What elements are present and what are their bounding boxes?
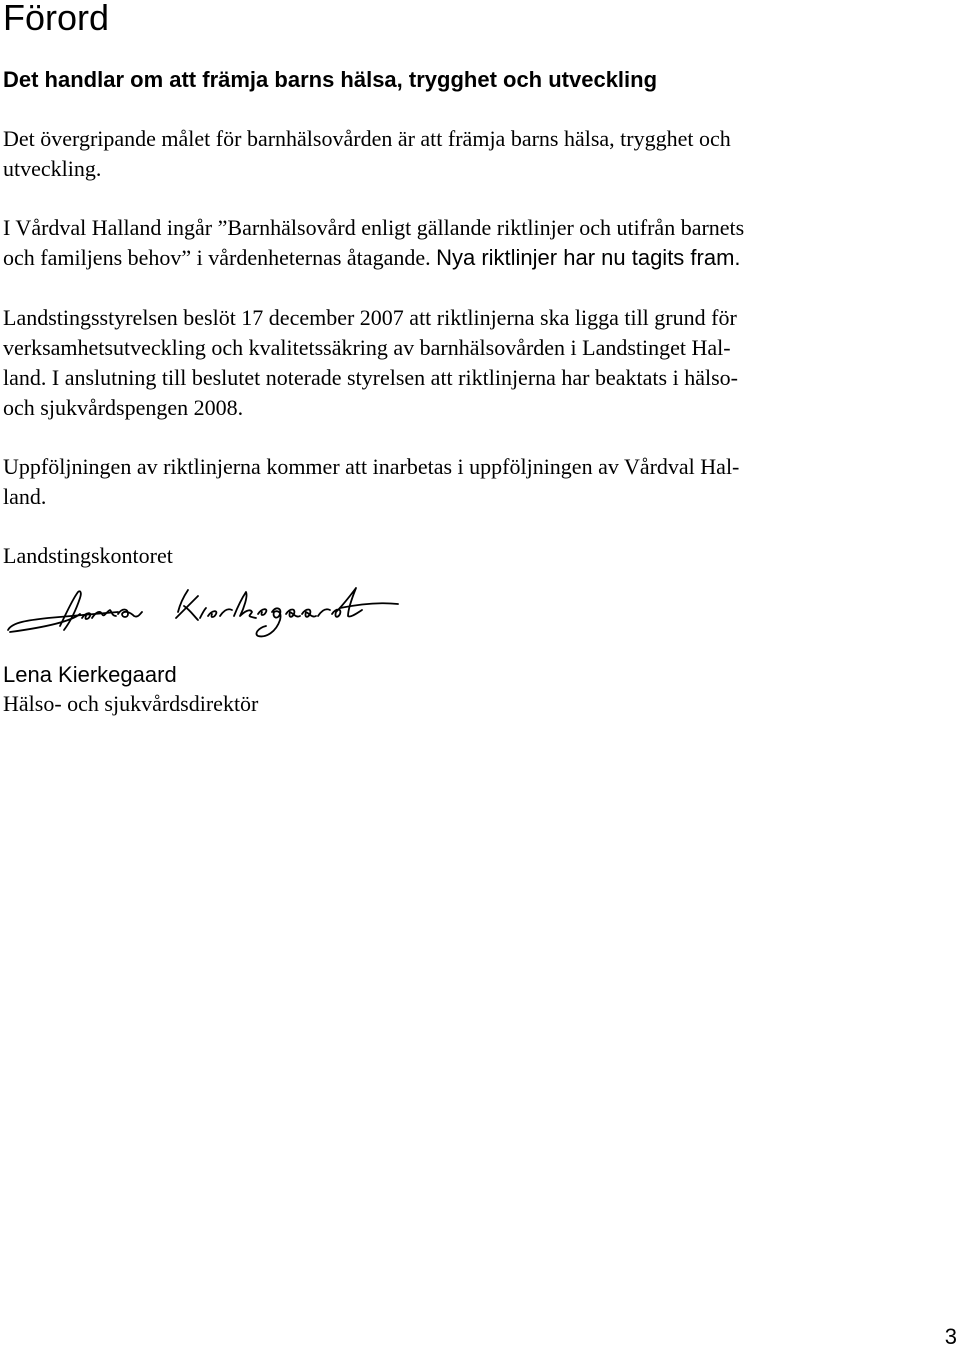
page-title: Förord (3, 0, 110, 38)
paragraph-line: land. I anslutning till beslutet noterade styrelsen att riktlinjerna har beaktats i hälso- (3, 365, 738, 390)
paragraph-line: I Vårdval Halland ingår ”Barnhälsovård enligt gällande riktlinjer och utifrån barnets (3, 215, 745, 240)
paragraph-line: Landstingsstyrelsen beslöt 17 december 2007 att riktlinjerna ska ligga till grund för (3, 305, 737, 330)
paragraph-text-serif: och familjens behov” i vårdenheternas åtagande. (3, 245, 431, 270)
signatory-role: Hälso- och sjukvårdsdirektör (3, 691, 259, 716)
paragraph-line: Uppföljningen av riktlinjerna kommer att inarbetas i uppföljningen av Vårdval Hal- (3, 454, 740, 479)
paragraph-line: verksamhetsutveckling och kvalitetssäkring av barnhälsovården i Landstinget Hal- (3, 335, 731, 360)
section-subtitle: Det handlar om att främja barns hälsa, trygghet och utveckling (3, 67, 658, 92)
paragraph-vardval (3, 213, 883, 273)
paragraph-line: land. (3, 484, 47, 509)
paragraph-line (3, 243, 883, 273)
paragraph-text-sans: Nya riktlinjer har nu tagits fram. (436, 245, 741, 270)
handwritten-signature (0, 578, 410, 642)
paragraph-followup (3, 452, 883, 512)
paragraph-decision (3, 303, 883, 423)
paragraph-goal (3, 124, 883, 184)
paragraph-line: utveckling. (3, 156, 102, 181)
page-number: 3 (944, 1324, 957, 1349)
closing-organization: Landstingskontoret (3, 543, 173, 568)
paragraph-line: Det övergripande målet för barnhälsovården är att främja barns hälsa, trygghet och (3, 126, 731, 151)
paragraph-line: och sjukvårdspengen 2008. (3, 395, 244, 420)
signatory-name: Lena Kierkegaard (3, 662, 177, 687)
